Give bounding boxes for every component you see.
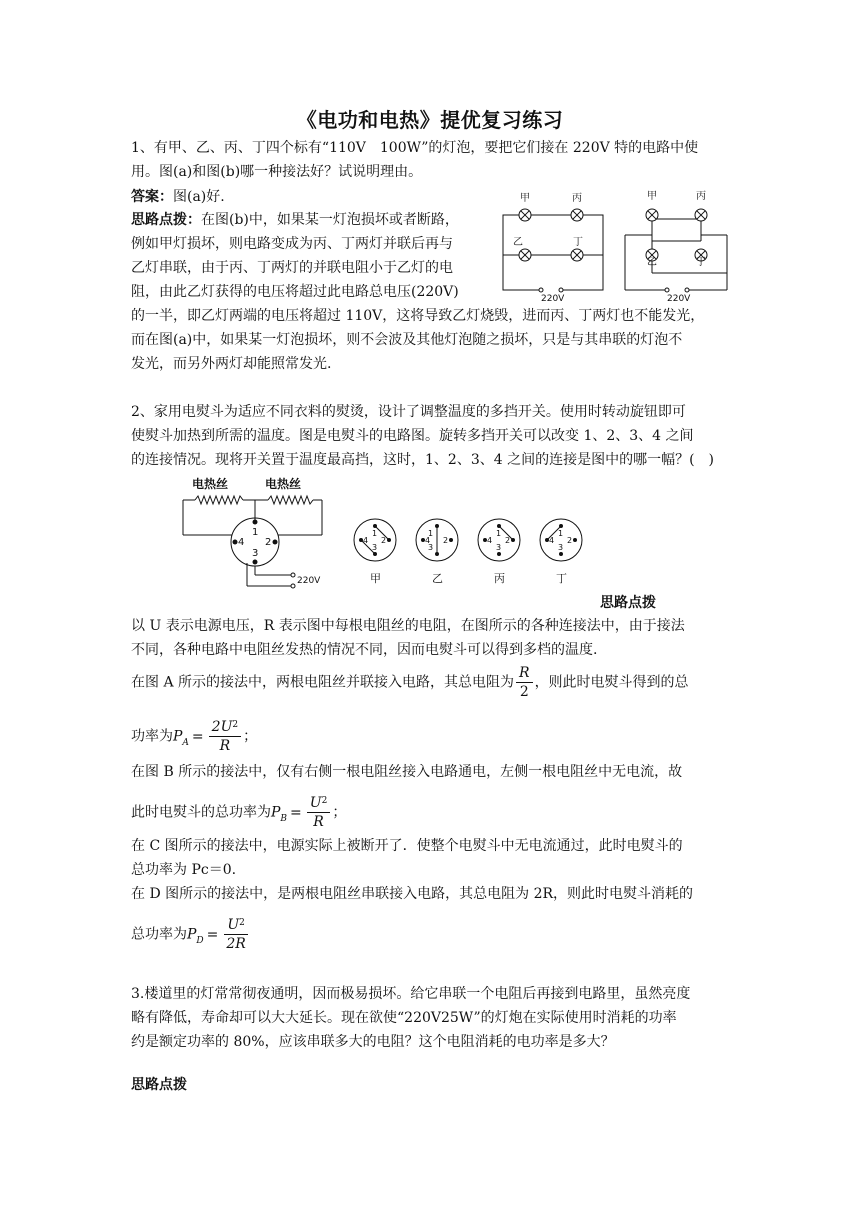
lamp-icon [519,249,531,261]
svg-text:3: 3 [496,543,502,552]
lamp-label-ding: 丁 [573,237,583,248]
hint-text: 在图(b)中，如果某一灯泡损坏或者断路， [201,212,459,228]
lamp-label-jia: 甲 [520,193,530,204]
svg-text:4: 4 [487,536,493,545]
answer-label: 答案： [131,189,173,205]
q2-line-2: 使熨斗加热到所需的温度。图是电熨斗的电路图。旋转多挡开关可以改变 1、2、3、4 之间 [131,428,694,444]
q2-case-d-power: 总功率为$P_D$ = $\frac{U^2}{2R}$ [131,916,251,953]
q2-case-d-line: 在 D 图所示的接法中，是两根电阻丝串联接入电路，其总电阻为 2R，则此时电熨斗消耗的 [131,886,694,902]
lamp-label-bing-b: 丙 [696,191,706,202]
svg-text:3: 3 [558,543,564,552]
lamp-icon [571,249,583,261]
option-label-yi: 乙 [432,572,443,585]
terminal-3-label: 3 [252,548,259,559]
q3-hint-label: 思路点拨 [131,1077,187,1093]
voltage-label-b: 220V [667,294,691,303]
svg-text:2: 2 [567,536,573,545]
q1-line-1: 1、有甲、乙、丙、丁四个标有“110V 100W”的灯泡，要把它们接在 220V 特的电路中使 [131,140,699,156]
q1-hint-line-5: 而在图(a)中，如果某一灯泡损坏，则不会波及其他灯泡随之损坏，只是与其串联的灯泡不 [131,332,683,348]
q2-hint-line-1: 以 U 表示电源电压，R 表示图中每根电阻丝的电阻，在图所示的各种连接法中，由于接法 [131,618,685,634]
answer-text: 图(a)好. [173,189,225,205]
q3-line-2: 略有降低，寿命却可以大大延长。现在欲使“220V25W”的灯炮在实际使用时消耗的功率 [131,1010,677,1026]
lamp-label-ding-b: 丁 [696,257,706,268]
terminal-4-label: 4 [238,537,245,548]
option-ding-switch [540,519,582,561]
option-jia-switch [354,519,396,561]
svg-text:2: 2 [381,536,387,545]
svg-text:4: 4 [425,536,431,545]
hint-label: 思路点拨： [131,212,201,228]
q1-answer [131,185,225,209]
q1-hint-line-4: 的一半，即乙灯两端的电压将超过 110V，这将导致乙灯烧毁，进而丙、丁两灯也不能发光， [131,308,705,324]
svg-text:4: 4 [363,536,369,545]
q2-case-a-power: 功率为$P_A$ = $\frac{2U^2}{R}$ ； [131,719,258,754]
svg-text:1: 1 [558,529,564,538]
fraction-pa: $\frac{2U^2}{R}$ [209,718,241,755]
q1-hint-line-6: 发光，而另外两灯却能照常发光. [131,356,332,372]
heater-label-right: 电热丝 [265,477,302,491]
voltage-label-a: 220V [541,294,565,303]
q2-case-c-line-1: 在 C 图所示的接法中，电源实际上被断开了．使整个电熨斗中无电流通过，此时电熨斗的 [131,838,683,854]
fraction-pd: $\frac{U^2}{2R}$ [223,916,248,953]
q1-hint-first [131,208,459,232]
q2-case-b-power: 此时电熨斗的总功率为$P_B$ = $\frac{U^2}{R}$ ； [131,795,347,830]
heater-label-left: 电热丝 [192,477,229,491]
q2-line-1: 2、家用电熨斗为适应不同衣料的熨烫，设计了调整温度的多挡开关。使用时转动旋钮即可 [131,404,686,420]
option-label-ding: 丁 [556,572,567,585]
q2-circuit-figure [175,470,595,590]
svg-text:3: 3 [428,543,434,552]
q1-line-2: 用。图(a)和图(b)哪一种接法好？试说明理由。 [131,164,423,180]
svg-text:4: 4 [549,536,555,545]
lamp-icon [695,209,707,221]
q2-hint-line-2: 不同，各种电路中电阻丝发热的情况不同，因而电熨斗可以得到多档的温度. [131,642,598,658]
option-yi-switch [416,519,458,561]
svg-text:1: 1 [372,529,378,538]
fraction-pb: $\frac{U^2}{R}$ [307,794,331,831]
q1-circuit-figures [495,185,735,303]
lamp-label-yi: 乙 [513,237,523,248]
option-label-jia: 甲 [370,572,381,585]
terminal-2-label: 2 [265,537,272,548]
lamp-label-bing: 丙 [572,193,582,204]
svg-text:1: 1 [496,529,502,538]
lamp-label-yi-b: 乙 [647,257,657,268]
q2-case-a-line: 在图 A 所示的接法中，两根电阻丝并联接入电路，其总电阻为 $\frac{R}{2}$ ，则此时电熨斗得到的总 [131,665,689,700]
q3-line-3: 约是额定功率的 80%，应该串联多大的电阻？这个电阻消耗的电功率是多大？ [131,1034,615,1050]
option-label-bing: 丙 [494,572,505,585]
lamp-icon [519,209,531,221]
q1-hint-line-1: 例如甲灯损坏，则电路变成为丙、丁两灯并联后再与 [131,236,453,252]
svg-text:3: 3 [372,543,378,552]
fraction-r-over-2: $\frac{R}{2}$ [516,664,533,701]
svg-text:2: 2 [505,536,511,545]
q2-case-c-line-2: 总功率为 Pc＝0. [131,862,237,878]
q1-hint-line-2: 乙灯串联，由于丙、丁两灯的并联电阻小于乙灯的电 [131,260,453,276]
q2-hint-label: 思路点拨 [600,595,656,611]
q1-hint-line-3: 阻，由此乙灯获得的电压将超过此电路总电压(220V) [131,284,459,300]
terminal-1-label: 1 [252,527,259,538]
q2-line-3: 的连接情况。现将开关置于温度最高挡，这时，1、2、3、4 之间的连接是图中的哪一幅？( ) [131,452,715,468]
svg-text:1: 1 [428,529,434,538]
lamp-label-jia-b: 甲 [647,191,657,202]
lamp-icon [646,209,658,221]
lamp-icon [571,209,583,221]
q3-line-1: 3.楼道里的灯常常彻夜通明，因而极易损坏。给它串联一个电阻后再接到电路里，虽然亮度 [131,986,691,1002]
voltage-label: 220V [297,576,321,586]
option-bing-switch [478,519,520,561]
svg-text:2: 2 [443,536,449,545]
q2-case-b-line: 在图 B 所示的接法中，仅有右侧一根电阻丝接入电路通电，左侧一根电阻丝中无电流，故 [131,764,683,780]
page-title: 《电功和电热》提优复习练习 [296,108,564,132]
